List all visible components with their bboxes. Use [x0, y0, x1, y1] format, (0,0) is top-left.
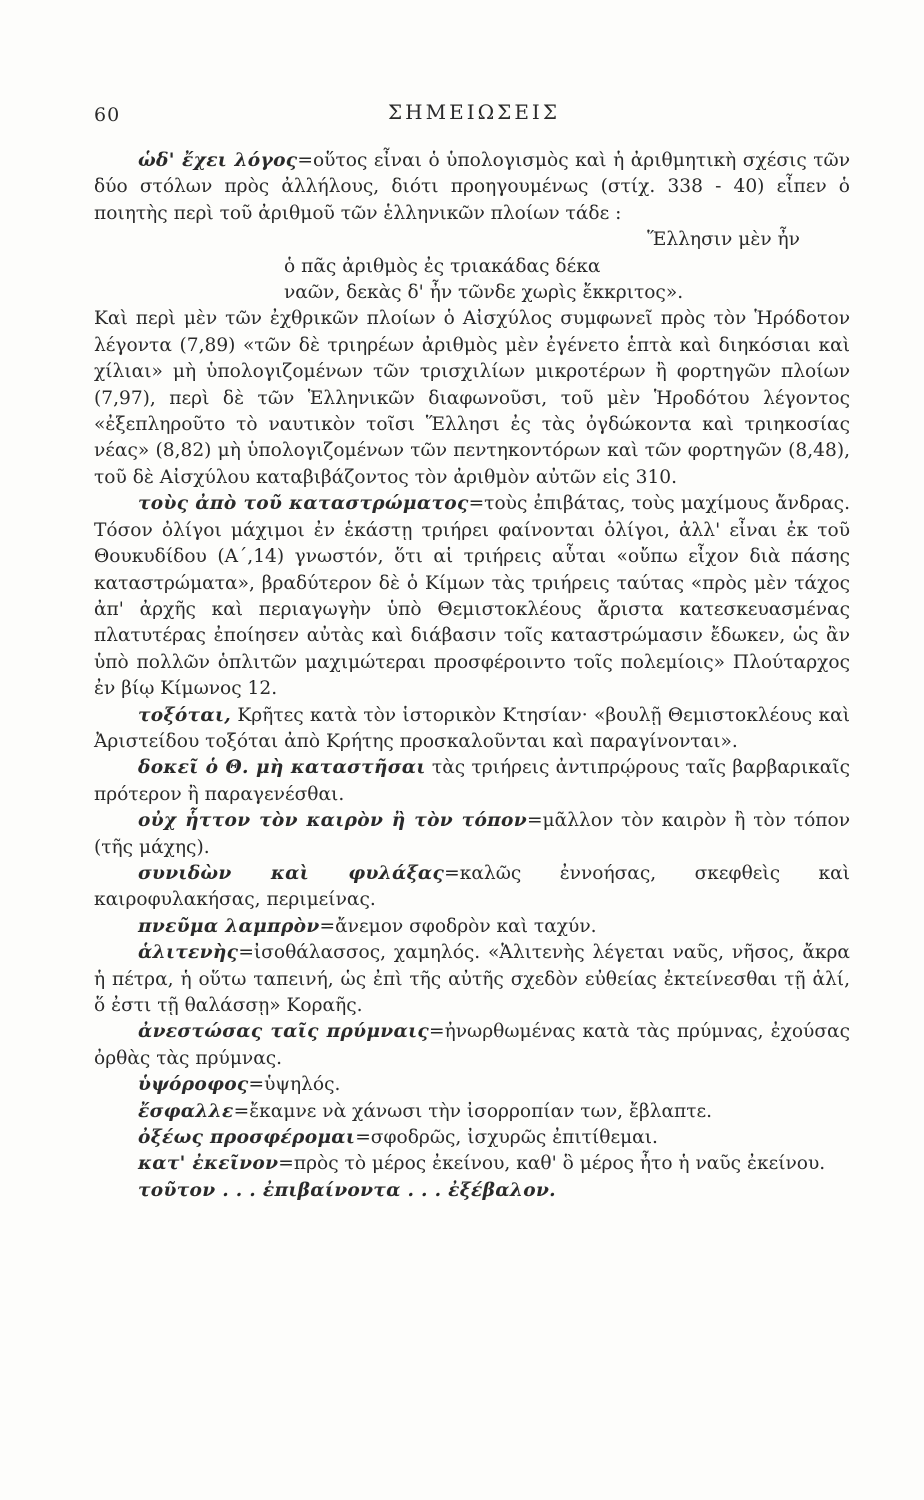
note-lemma: ὡδ' ἔχει λόγος: [138, 150, 298, 171]
note-text: Κρῆτες κατὰ τὸν ἱστορικὸν Κτησίαν· «βουλῇ Θεμιστοκλέους καὶ Ἀριστείδου τοξόται ἀπὸ Κρήτης προσκαλοῦνται καὶ παραγίνονται».: [94, 704, 850, 752]
note-lemma: τοῦτον . . . ἐπιβαίνοντα . . . ἐξέβαλον.: [138, 1179, 556, 1201]
verse-quote: [284, 227, 840, 306]
note-lemma: ἔσφαλλε: [138, 1100, 234, 1122]
note-lemma: κατ' ἐκεῖνον: [138, 1153, 279, 1175]
note-text: τὰς τριήρεις ἀντιπρῴρους ταῖς βαρβαρικαῖς πρότερον ἢ παραγενέσθαι.: [94, 757, 850, 805]
note-lemma: πνεῦμα λαμπρὸν: [138, 915, 320, 937]
note-entry: [94, 491, 850, 702]
note-entry: [94, 703, 850, 756]
note-lemma: τοὺς ἀπὸ τοῦ καταστρώματος: [138, 493, 469, 515]
note-lemma: ὀξέως προσφέρομαι: [138, 1127, 356, 1149]
note-lemma: οὐχ ἧττον τὸν καιρὸν ἢ τὸν τόπον: [138, 810, 527, 832]
verse-line: ναῶν, δεκὰς δ' ἦν τῶνδε χωρὶς ἔκκριτος».: [284, 282, 684, 304]
note-lemma: ἀνεστώσας ταῖς πρύμναις: [138, 1021, 430, 1043]
page-number: 60: [94, 104, 121, 126]
note-text: =τοὺς ἐπιβάτας, τοὺς μαχίμους ἄνδρας. Τόσον ὀλίγοι μάχιμοι ἐν ἑκάστῃ τριήρει φαίνονται ὀλίγοι, ἀλλ' εἶναι ἐκ τοῦ Θουκυδίδου (Α΄,14) γνωστόν, ὅτι αἱ τριήρεις αὗται «οὔπω εἶχον διὰ πάσης καταστρώματα», βραδύτερον δὲ ὁ Κίμων τὰς τριήρεις ταύτας «πρὸς μὲν τάχος ἀπ' ἀρχῆς καὶ περιαγωγὴν ὑπὸ Θεμιστοκλέους ἄριστα κατεσκευασμένας πλατυτέρας ἐποίησεν αὐτὰς καὶ διάβασιν τοῖς καταστρώμασιν ἔδωκεν, ὡς ἂν ὑπὸ πολλῶν ὁπλιτῶν μαχιμώτεραι προσφέροιντο τοῖς πολεμίοις» Πλούταρχος ἐν βίῳ Κίμωνος 12.: [94, 493, 850, 700]
note-text: =μᾶλλον τὸν καιρὸν ἢ τὸν τόπον (τῆς μάχης).: [94, 810, 850, 858]
note-entry: [94, 148, 850, 227]
note-entry: [94, 1019, 850, 1072]
herodotus-paragraph: Καὶ περὶ μὲν τῶν ἐχθρικῶν πλοίων ὁ Αἰσχύλος συμφωνεῖ πρὸς τὸν Ἡρόδοτον λέγοντα (7,89) «τῶν δὲ τριηρέων ἀριθμὸς μὲν ἐγένετο ἑπτὰ καὶ διηκόσιαι καὶ χίλιαι» μὴ ὑπολογιζομένων τῶν τρισχιλίων μικροτέρων ἢ φορτηγῶν πλοίων (7,97), περὶ δὲ τῶν Ἑλληνικῶν διαφωνοῦσι, τοῦ μὲν Ἡροδότου λέγοντος «ἐξεπληροῦτο τὸ ναυτικὸν τοῖσι Ἕλλησι ἐς τὰς ὀγδώκοντα καὶ τριηκοσίας νέας» (8,82) μὴ ὑπολογιζομένων τῶν πεντηκοντόρων καὶ τῶν φορτηγῶν (8,48), τοῦ δὲ Αἰσχύλου καταβιβάζοντος τὸν ἀριθμὸν αὐτῶν εἰς 310.: [94, 308, 850, 488]
note-text: =οὕτος εἶναι ὁ ὑπολογισμὸς καὶ ἡ ἀριθμητικὴ σχέσις τῶν δύο στόλων πρὸς ἀλλήλους, διότι προηγουμένως (στίχ. 338 - 40) εἶπεν ὁ ποιητὴς περὶ τοῦ ἀριθμοῦ τῶν ἑλληνικῶν πλοίων τάδε :: [94, 150, 851, 224]
note-entry: [94, 861, 850, 914]
note-entry: [94, 755, 850, 808]
note-entry: [94, 1125, 850, 1151]
note-text: =καλῶς ἐννοήσας, σκεφθεὶς καὶ καιροφυλακήσας, περιμείνας.: [94, 862, 850, 911]
note-lemma: δοκεῖ ὁ Θ. μὴ καταστῆσαι: [138, 757, 426, 779]
note-entry: [94, 808, 850, 861]
note-text: =ἠνωρθωμένας κατὰ τὰς πρύμνας, ἐχούσας ὀρθὰς τὰς πρύμνας.: [94, 1021, 850, 1069]
note-text: =ἰσοθάλασσος, χαμηλός. «Ἁλιτενὴς λέγεται ναῦς, νῆσος, ἄκρα ἡ πέτρα, ἡ οὕτω ταπεινή, ὡς ἐπὶ τῆς αὐτῆς σχεδὸν εὐθείας ἐκτείνεσθαι τῇ ἁλί, ὅ ἐστι τῇ θαλάσσῃ» Κοραῆς.: [94, 942, 850, 1016]
note-entry: [94, 914, 850, 940]
note-entry: [94, 1178, 850, 1204]
verse-line: ὁ πᾶς ἀριθμὸς ἐς τριακάδας δέκα: [284, 255, 601, 277]
note-text: =ὑψηλός.: [248, 1074, 341, 1096]
note-lemma: ὑψόροφος: [138, 1074, 249, 1096]
note-lemma: συνιδὼν καὶ φυλάξας: [138, 862, 445, 884]
note-lemma: ἁλιτενὴς: [138, 942, 239, 964]
page-header: [94, 100, 854, 130]
verse-line: Ἕλλησιν μὲν ἦν: [647, 229, 800, 251]
note-text: =ἄνεμον σφοδρὸν καὶ ταχύν.: [319, 915, 597, 937]
note-text: =σφοδρῶς, ἰσχυρῶς ἐπιτίθεμαι.: [355, 1127, 658, 1149]
note-entry: [94, 1099, 850, 1125]
note-entry: [94, 940, 850, 1019]
note-text: =πρὸς τὸ μέρος ἐκείνου, καθ' ὃ μέρος ἦτο ἡ ναῦς ἐκείνου.: [278, 1153, 826, 1175]
note-entry: [94, 1072, 850, 1098]
note-text: =ἔκαμνε νὰ χάνωσι τὴν ἰσορροπίαν των, ἔβλαπτε.: [233, 1100, 713, 1122]
note-lemma: τοξόται,: [138, 704, 232, 726]
note-entry: [94, 1151, 850, 1177]
page-body: [94, 148, 850, 1204]
running-head: ΣΗΜΕΙΩΣΕΙΣ: [388, 100, 560, 124]
